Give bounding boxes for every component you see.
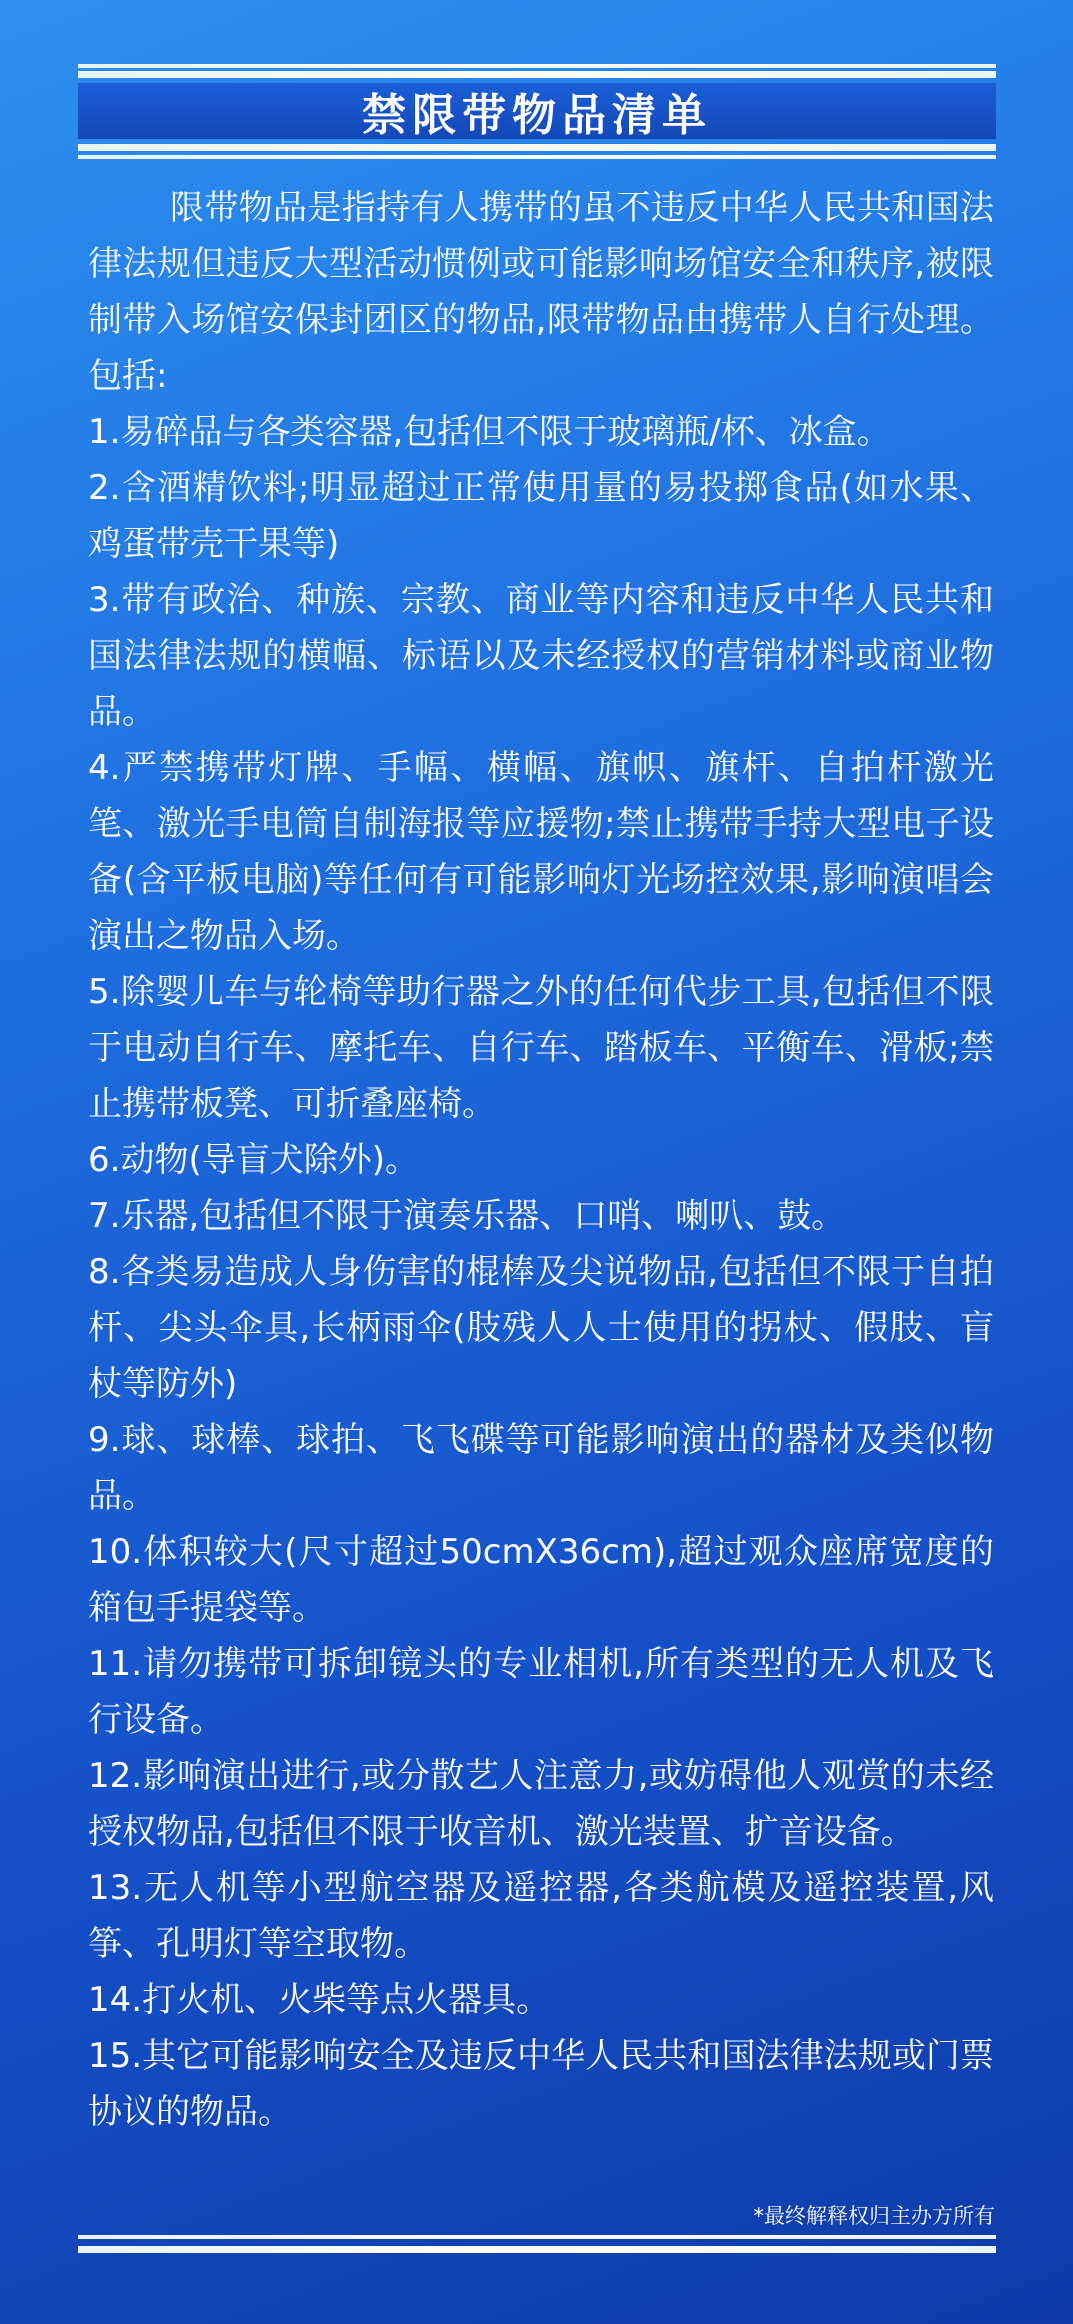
bottom-rule-thin [78,2235,996,2239]
bottom-rule-thick [78,2246,996,2253]
title-band [78,83,996,139]
list-item-1: 1.易碎品与各类容器,包括但不限于玻璃瓶/杯、冰盒。 [88,412,891,452]
title-bottom-rule-thick [78,144,996,151]
footnote: *最终解释权归主办方所有 [753,2204,995,2228]
list-item-5: 5.除婴儿车与轮椅等助行器之外的任何代步工具,包括但不限于电动自行车、摩托车、自行车、踏板车、平衡车、滑板;禁止携带板凳、可折叠座椅。 [88,972,994,1124]
list-item-6: 6.动物(导盲犬除外)。 [88,1140,419,1180]
list-item-3: 3.带有政治、种族、宗教、商业等内容和违反中华人民共和国法律法规的横幅、标语以及未经授权的营销材料或商业物品。 [88,580,994,732]
bottom-banner [78,2235,996,2259]
list-item-13: 13.无人机等小型航空器及遥控器,各类航模及遥控装置,风筝、孔明灯等空取物。 [88,1868,994,1964]
list-item-12: 12.影响演出进行,或分散艺人注意力,或妨碍他人观赏的未经授权物品,包括但不限于收音机、激光装置、扩音设备。 [88,1756,994,1852]
list-item-2: 2.含酒精饮料;明显超过正常使用量的易投掷食品(如水果、鸡蛋带壳干果等) [88,468,994,564]
top-rule-thick [78,71,996,78]
page-title: 禁限带物品清单 [362,90,712,141]
list-item-15: 15.其它可能影响安全及违反中华人民共和国法律法规或门票协议的物品。 [88,2036,994,2132]
restricted-items-content [88,180,994,2140]
title-bottom-rule-thin [78,155,996,159]
list-item-8: 8.各类易造成人身伤害的棍棒及尖说物品,包括但不限于自拍杆、尖头伞具,长柄雨伞(肢残人人士使用的拐杖、假肢、盲杖等防外) [88,1252,994,1404]
list-item-10: 10.体积较大(尺寸超过50cmX36cm),超过观众座席宽度的箱包手提袋等。 [88,1532,994,1628]
intro-paragraph: 限带物品是指持有人携带的虽不违反中华人民共和国法律法规但违反大型活动惯例或可能影响场馆安全和秩序,被限制带入场馆安保封团区的物品,限带物品由携带人自行处理。包括: [88,188,994,396]
top-rule-thin [78,64,996,68]
title-banner [78,64,996,160]
list-item-14: 14.打火机、火柴等点火器具。 [88,1980,551,2020]
list-item-11: 11.请勿携带可拆卸镜头的专业相机,所有类型的无人机及飞行设备。 [88,1644,994,1740]
list-item-9: 9.球、球棒、球拍、飞飞碟等可能影响演出的器材及类似物品。 [88,1420,994,1516]
list-item-7: 7.乐器,包括但不限于演奏乐器、口哨、喇叭、鼓。 [88,1196,846,1236]
list-item-4: 4.严禁携带灯牌、手幅、横幅、旗帜、旗杆、自拍杆激光笔、激光手电筒自制海报等应援物;禁止携带手持大型电子设备(含平板电脑)等任何有可能影响灯光场控效果,影响演唱会演出之物品入场。 [88,748,994,956]
